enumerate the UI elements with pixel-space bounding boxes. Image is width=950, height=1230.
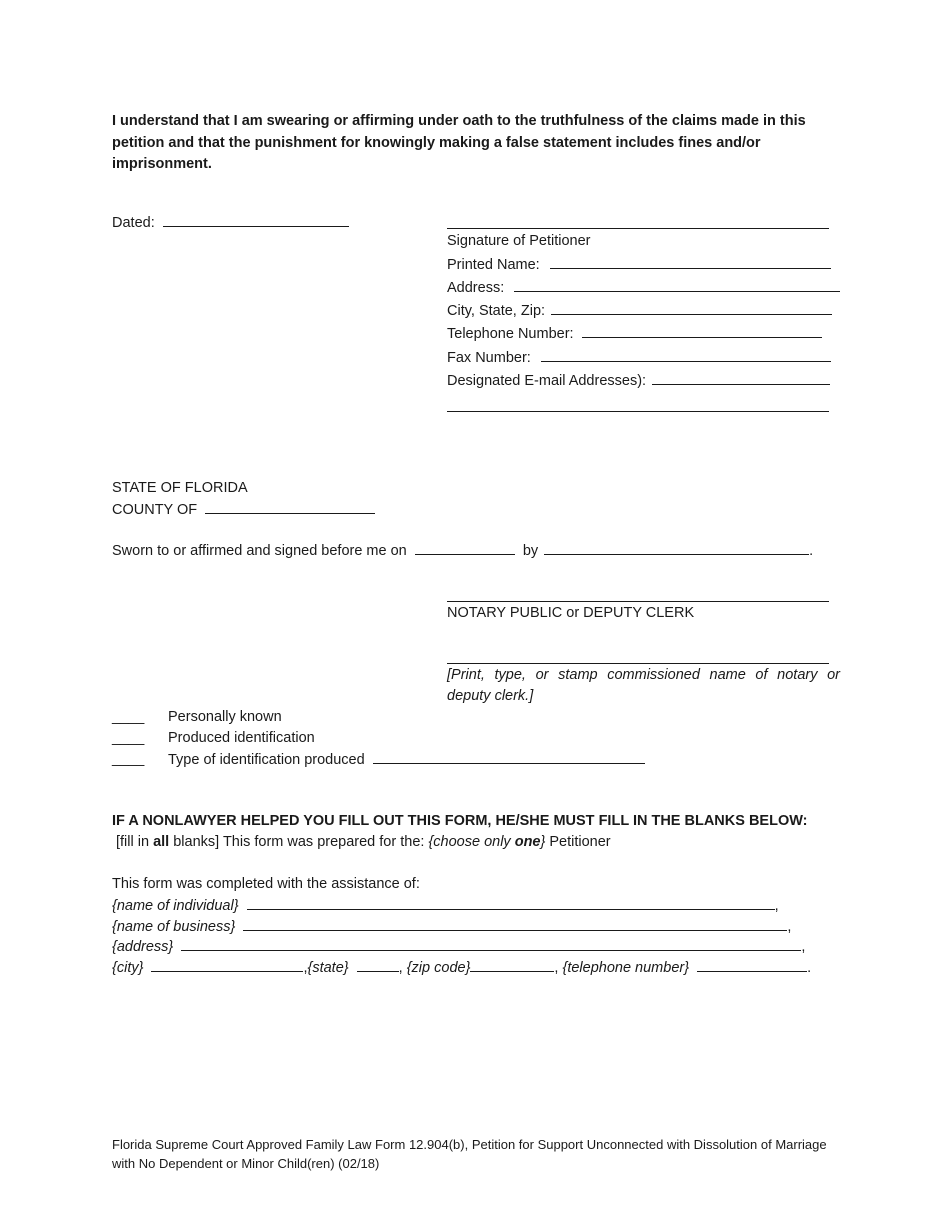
email-extra-line[interactable] <box>447 411 829 412</box>
nonlawyer-heading: IF A NONLAWYER HELPED YOU FILL OUT THIS FORM, HE/SHE MUST FILL IN THE BLANKS BELOW: <box>112 813 808 829</box>
zip-label: {zip code} <box>406 960 471 976</box>
printed-name-row <box>447 254 831 276</box>
name-of-individual-row <box>112 895 779 917</box>
fax-blank[interactable] <box>541 347 831 362</box>
printed-name-blank[interactable] <box>550 254 831 269</box>
city-state-zip-phone-row <box>112 957 811 979</box>
telephone-row <box>447 323 822 345</box>
option-label: Type of identification produced <box>168 752 365 768</box>
email-row <box>447 370 830 392</box>
option-label: Produced identification <box>168 730 315 746</box>
name-of-individual-blank[interactable] <box>247 895 775 910</box>
sworn-period: . <box>809 543 814 559</box>
sworn-date-blank[interactable] <box>415 540 515 555</box>
city-state-zip-row <box>447 300 832 322</box>
checkbox-blank[interactable]: ____ <box>112 730 145 746</box>
state-of-florida: STATE OF FLORIDA <box>112 480 248 496</box>
type-of-id-blank[interactable] <box>373 749 645 764</box>
sworn-row <box>112 540 813 562</box>
telephone-number-label: {telephone number} <box>562 960 690 976</box>
email-blank[interactable] <box>652 370 830 385</box>
period: . <box>807 960 812 976</box>
email-label: Designated E-mail Addresses): <box>447 373 647 389</box>
county-label: COUNTY OF <box>112 502 198 518</box>
comma: , <box>774 898 779 914</box>
checkbox-blank[interactable]: ____ <box>112 709 145 725</box>
address-assist-label: {address} <box>112 939 174 955</box>
city-state-zip-blank[interactable] <box>551 300 832 315</box>
address-assist-blank[interactable] <box>181 936 801 951</box>
notary-stamp-note: [Print, type, or stamp commissioned name of notary or deputy clerk.] <box>447 667 840 704</box>
option-produced-identification <box>112 728 315 749</box>
county-blank[interactable] <box>205 499 375 514</box>
form-footer: Florida Supreme Court Approved Family Law Form 12.904(b), Petition for Support Unconnected with Dissolution of Marriage with No Dependent or Minor Child(ren) (02/18) <box>112 1137 827 1171</box>
telephone-number-blank[interactable] <box>697 957 807 972</box>
name-of-business-blank[interactable] <box>243 916 787 931</box>
address-assist-row <box>112 936 805 958</box>
notary-name-line[interactable] <box>447 663 829 664</box>
oath-statement: I understand that I am swearing or affirming under oath to the truthfulness of the claims made in this petition and that the punishment for knowingly making a false statement includes fines and/or imprisonment. <box>112 113 806 172</box>
choose-one: one <box>514 834 541 850</box>
address-label: Address: <box>447 280 505 296</box>
printed-name-label: Printed Name: <box>447 257 540 273</box>
assistance-label: This form was completed with the assistance of: <box>112 876 420 892</box>
option-personally-known <box>112 707 282 728</box>
address-blank[interactable] <box>514 277 840 292</box>
zip-blank[interactable] <box>470 957 554 972</box>
telephone-blank[interactable] <box>582 323 822 338</box>
comma: , <box>801 939 806 955</box>
comma: , <box>303 960 308 976</box>
city-state-zip-label: City, State, Zip: <box>447 303 546 319</box>
notary-title: NOTARY PUBLIC or DEPUTY CLERK <box>447 605 695 621</box>
city-blank[interactable] <box>151 957 303 972</box>
choose-suffix: } <box>540 834 546 850</box>
fill-in-all: all <box>153 834 170 850</box>
option-label: Personally known <box>168 709 282 725</box>
dated-label: Dated: <box>112 215 155 231</box>
name-of-business-row <box>112 916 791 938</box>
type-of-id-row <box>168 749 645 771</box>
dated-blank[interactable] <box>163 212 349 227</box>
fax-row <box>447 347 831 369</box>
comma: , <box>398 960 403 976</box>
telephone-label: Telephone Number: <box>447 326 574 342</box>
name-of-individual-label: {name of individual} <box>112 898 239 914</box>
fax-label: Fax Number: <box>447 350 531 366</box>
comma: , <box>787 919 792 935</box>
name-of-business-label: {name of business} <box>112 919 236 935</box>
by-label: by <box>522 543 539 559</box>
fill-in-prefix: [fill in <box>116 834 154 850</box>
petitioner-signature-line[interactable] <box>447 228 829 229</box>
sworn-by-blank[interactable] <box>544 540 809 555</box>
dated-row <box>112 212 349 234</box>
option-type-of-identification <box>112 749 365 770</box>
county-row <box>112 499 375 521</box>
address-row <box>447 277 840 299</box>
notary-signature-line[interactable] <box>447 601 829 602</box>
state-label: {state} <box>307 960 349 976</box>
sworn-label: Sworn to or affirmed and signed before me on <box>112 543 407 559</box>
prepared-for-petitioner: Petitioner <box>545 834 611 850</box>
city-label: {city} <box>112 960 144 976</box>
state-blank[interactable] <box>357 957 399 972</box>
fill-in-suffix: blanks] This form was prepared for the: <box>169 834 429 850</box>
signature-of-petitioner-label: Signature of Petitioner <box>447 233 591 249</box>
checkbox-blank[interactable]: ____ <box>112 751 145 767</box>
choose-prefix: {choose only <box>428 834 515 850</box>
comma: , <box>554 960 559 976</box>
prepared-for-row <box>116 832 611 853</box>
